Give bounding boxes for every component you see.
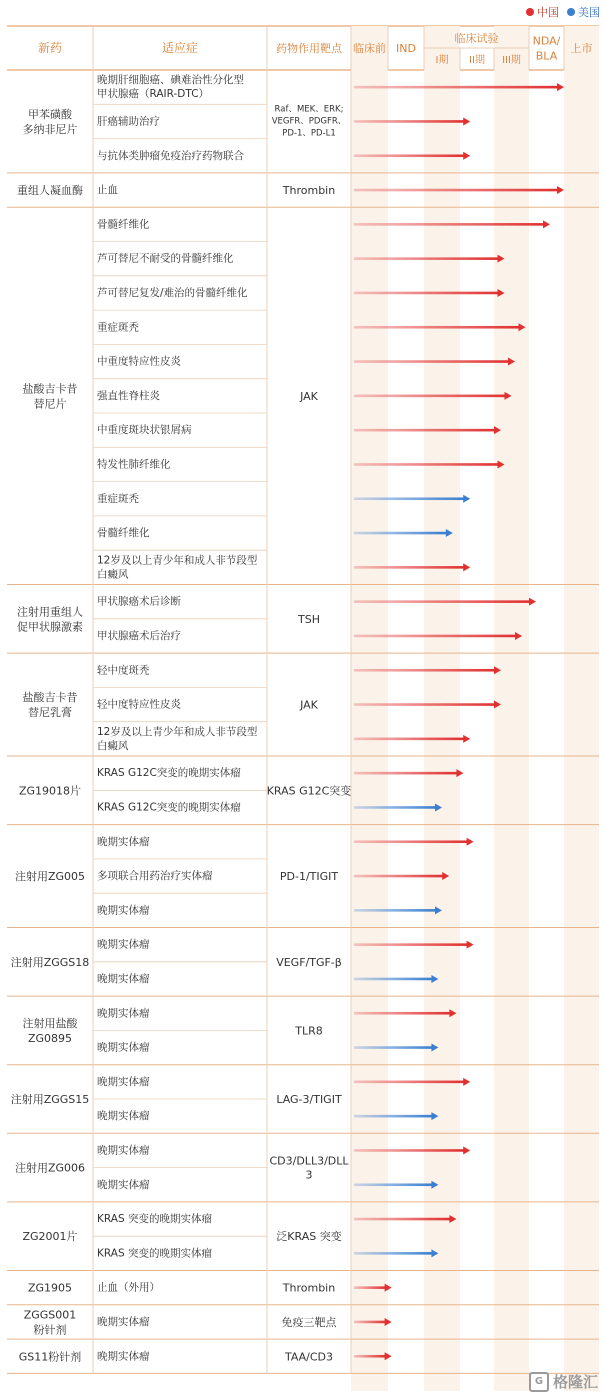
indication-text: 肝癌辅助治疗 — [97, 115, 160, 128]
header-drug: 新药 — [37, 41, 63, 55]
indication-text: 晚期实体瘤 — [97, 1007, 150, 1020]
drug-target: JAK — [300, 389, 318, 403]
drug-target: TLR8 — [295, 1023, 323, 1037]
pipeline-arrow-bar — [354, 909, 436, 912]
legend-china-label: 中国 — [537, 6, 559, 19]
pipeline-arrow-head — [467, 941, 474, 949]
drug-name: 注射用ZGGS18 — [10, 955, 90, 969]
header-market: 上市 — [570, 41, 593, 55]
pipeline-arrow-head — [463, 117, 470, 125]
watermark-text: 格隆汇 — [552, 1373, 598, 1391]
indication-text: 12岁及以上青少年和成人非节段型白癜风 — [97, 554, 258, 581]
watermark — [529, 1371, 598, 1392]
stage-column-shade — [494, 26, 529, 1391]
drug-target: CD3/DLL3/DLL 3 — [269, 1154, 349, 1182]
pipeline-arrow-head — [463, 735, 470, 743]
pipeline-arrow-bar — [354, 1183, 432, 1186]
pipeline-arrow-bar — [354, 738, 464, 741]
indication-text: 骨髓纤维化 — [97, 218, 150, 231]
indication-text: KRAS G12C突变的晚期实体瘤 — [97, 801, 241, 814]
header-trial: 临床试验 — [454, 31, 499, 45]
indication-text: 晚期实体瘤 — [97, 835, 150, 848]
drug-name: 重组人凝血酶 — [17, 183, 83, 197]
drug-name: ZG19018片 — [18, 783, 82, 797]
pipeline-arrow-bar — [354, 1252, 432, 1255]
indication-text: 轻中度特应性皮炎 — [97, 698, 181, 711]
pipeline-arrow-bar — [354, 1355, 386, 1358]
indication-text: 骨髓纤维化 — [97, 527, 150, 540]
indication-text: 中重度特应性皮炎 — [97, 355, 181, 368]
indication-text: 晚期实体瘤 — [97, 1144, 150, 1157]
pipeline-arrow-head — [557, 186, 564, 194]
indication-text: 晚期实体瘤 — [97, 1350, 150, 1363]
pipeline-arrow-bar — [354, 600, 530, 603]
drug-name: ZGGS001 粉针剂 — [23, 1307, 77, 1336]
header-nda: NDA/ BLA — [532, 34, 561, 62]
pipeline-arrow-bar — [354, 120, 464, 123]
pipeline-arrow-bar — [354, 257, 499, 260]
drug-name: 盐酸吉卡昔替尼乳膏 — [22, 690, 78, 719]
pipeline-arrow-bar — [354, 497, 464, 500]
header-phase2: II期 — [469, 54, 485, 66]
indication-text: 重症斑秃 — [97, 321, 139, 334]
header-ind: IND — [396, 41, 416, 55]
pipeline-arrow-bar — [354, 532, 447, 535]
stage-column-shade — [424, 26, 460, 1391]
indication-text: KRAS 突变的晚期实体瘤 — [97, 1247, 212, 1260]
indication-text: 甲状腺癌术后诊断 — [97, 595, 181, 608]
pipeline-arrow-head — [463, 152, 470, 160]
indication-text: 晚期肝细胞癌、碘难治性分化型甲状腺癌（RAIR-DTC） — [97, 74, 244, 101]
drug-target: Raf、MEK、ERK; VEGFR、PDGFR、 PD-1、PD-L1 — [271, 104, 347, 139]
indication-text: 晚期实体瘤 — [97, 1178, 150, 1191]
pipeline-arrow-head — [557, 83, 564, 91]
pipeline-arrow-head — [543, 220, 550, 228]
indication-text: 特发性肺纤维化 — [97, 458, 171, 471]
legend-us-label: 美国 — [578, 6, 600, 19]
watermark-logo-icon: G — [529, 1372, 549, 1392]
indication-text: 甲状腺癌术后治疗 — [97, 629, 181, 642]
stage-column-shade — [564, 26, 599, 1391]
header-target: 药物作用靶点 — [276, 41, 342, 55]
indication-text: 晚期实体瘤 — [97, 1110, 150, 1123]
drug-target: TSH — [298, 612, 320, 626]
pipeline-arrow-head — [385, 1318, 392, 1326]
indication-text: 止血 — [97, 184, 118, 197]
indication-text: 晚期实体瘤 — [97, 938, 150, 951]
header-phase1: I期 — [435, 54, 449, 66]
drug-target: LAG-3/TIGIT — [276, 1092, 342, 1106]
header-preclinical: 临床前 — [353, 41, 386, 55]
pipeline-arrow-bar — [354, 429, 495, 432]
drug-name: 注射用重组人促甲状腺激素 — [17, 604, 83, 633]
pipeline-arrow-bar — [354, 463, 499, 466]
indication-text: 止血（外用） — [97, 1281, 160, 1294]
drug-name: 甲苯磺酸多纳非尼片 — [22, 107, 78, 136]
pipeline-arrow-head — [385, 1352, 392, 1360]
pipeline-arrow-bar — [354, 1286, 386, 1289]
pipeline-arrow-bar — [354, 223, 544, 226]
drug-target: Thrombin — [282, 183, 336, 197]
pipeline-arrow-head — [529, 598, 536, 606]
indication-text: 晚期实体瘤 — [97, 1315, 150, 1328]
indication-text: 12岁及以上青少年和成人非节段型白癜风 — [97, 725, 258, 752]
drug-name: ZG1905 — [27, 1281, 73, 1295]
pipeline-arrow-bar — [354, 1115, 432, 1118]
pipeline-arrow-bar — [354, 669, 495, 672]
pipeline-arrow-head — [385, 1284, 392, 1292]
pipeline-arrow-bar — [354, 943, 468, 946]
drug-name: 注射用ZG005 — [14, 869, 86, 883]
drug-name: ZG2001片 — [22, 1229, 78, 1243]
pipeline-arrow-bar — [354, 1012, 450, 1015]
header-indication: 适应症 — [161, 41, 199, 55]
indication-text: 多项联合用药治疗实体瘤 — [97, 870, 213, 883]
drug-name: 注射用ZG006 — [14, 1161, 86, 1175]
pipeline-arrow-bar — [354, 1046, 432, 1049]
pipeline-arrow-bar — [354, 1218, 450, 1221]
pipeline-arrow-bar — [354, 978, 432, 981]
indication-text: 重症斑秃 — [97, 492, 139, 505]
indication-text: 晚期实体瘤 — [97, 1075, 150, 1088]
pipeline-arrow-bar — [354, 566, 464, 569]
pipeline-arrow-bar — [354, 189, 558, 192]
drug-target: 免疫三靶点 — [281, 1315, 337, 1329]
drug-target: PD-1/TIGIT — [279, 869, 339, 883]
drug-target: TAA/CD3 — [284, 1349, 334, 1363]
pipeline-arrow-bar — [354, 1321, 386, 1324]
pipeline-arrow-bar — [354, 875, 443, 878]
pipeline-arrow-bar — [354, 360, 509, 363]
drug-target: Thrombin — [282, 1281, 336, 1295]
drug-name: 注射用ZGGS15 — [10, 1092, 90, 1106]
pipeline-arrow-head — [467, 838, 474, 846]
drug-name: 盐酸吉卡昔替尼片 — [22, 381, 78, 410]
indication-text: 晚期实体瘤 — [97, 972, 150, 985]
stage-column-shade — [351, 26, 388, 1391]
drug-target: 泛KRAS 突变 — [276, 1229, 342, 1243]
indication-text: 与抗体类肿瘤免疫治疗药物联合 — [97, 149, 244, 162]
pipeline-arrow-bar — [354, 86, 558, 89]
drug-target: KRAS G12C突变 — [266, 783, 352, 797]
pipeline-arrow-head — [463, 1146, 470, 1154]
pipeline-arrow-bar — [354, 395, 506, 398]
indication-text: 芦可替尼不耐受的骨髓纤维化 — [97, 252, 234, 265]
indication-text: KRAS G12C突变的晚期实体瘤 — [97, 767, 241, 780]
pipeline-arrow-head — [463, 563, 470, 571]
pipeline-arrow-head — [463, 1078, 470, 1086]
indication-text: KRAS 突变的晚期实体瘤 — [97, 1213, 212, 1226]
pipeline-arrow-head — [463, 495, 470, 503]
indication-text: 强直性脊柱炎 — [97, 389, 160, 402]
pipeline-arrow-bar — [354, 772, 457, 775]
pipeline-arrow-bar — [354, 1081, 464, 1084]
pipeline-arrow-bar — [354, 806, 436, 809]
pipeline-arrow-bar — [354, 703, 495, 706]
pipeline-arrow-bar — [354, 635, 516, 638]
drug-target: JAK — [300, 698, 318, 712]
pipeline-arrow-bar — [354, 326, 520, 329]
pipeline-arrow-bar — [354, 154, 464, 157]
drug-target: VEGF/TGF-β — [276, 955, 342, 969]
pipeline-arrow-bar — [354, 292, 499, 295]
header-phase3: III期 — [502, 54, 521, 66]
drug-name: GS11粉针剂 — [18, 1349, 82, 1363]
indication-text: 中重度斑块状银屑病 — [97, 424, 192, 437]
indication-text: 芦可替尼复发/难治的骨髓纤维化 — [97, 286, 248, 299]
indication-text: 晚期实体瘤 — [97, 904, 150, 917]
pipeline-arrow-bar — [354, 1149, 464, 1152]
pipeline-arrow-bar — [354, 840, 468, 843]
indication-text: 晚期实体瘤 — [97, 1041, 150, 1054]
drug-name: 注射用盐酸 ZG0895 — [22, 1016, 78, 1045]
indication-text: 轻中度斑秃 — [97, 664, 150, 677]
